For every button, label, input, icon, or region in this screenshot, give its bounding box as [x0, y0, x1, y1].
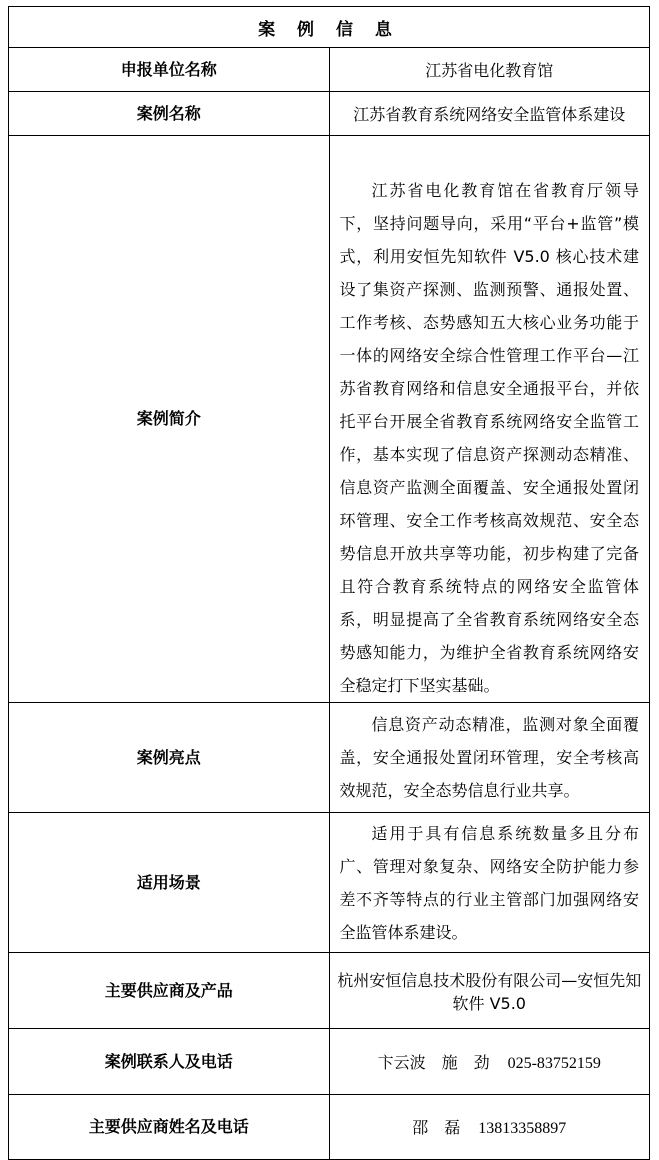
applicant-value: 江苏省电化教育馆 [329, 48, 649, 92]
highlights-label: 案例亮点 [9, 703, 329, 813]
highlights-text: 信息资产动态精准，监测对象全面覆盖，安全通报处置闭环管理，安全考核高效规范，安全态势信息行业共享。 [339, 715, 639, 800]
summary-text: 江苏省电化教育馆在省教育厅领导下，坚持问题导向，采用“平台+监管”模式，利用安恒先知软件 V5.0 核心技术建设了集资产探测、监测预警、通报处置、工作考核、态势感知五大核心业务功能于一体的网络安全综合性管理工作平台—江苏省教育网络和信息安全通报平台，并依托平台开展全省教育系统网络安全监管工作，基本实现了信息资产探测动态精准、信息资产监测全面覆盖、安全通报处置闭环管理、安全工作考核高效规范、安全态势信息开放共享等功能，初步构建了完备且符合教育系统特点的网络安全监管体系，明显提高了全省教育系统网络安全态势感知能力，为维护全省教育系统网络安全稳定打下坚实基础。 [339, 181, 639, 695]
case-contact-phone: 025-83752159 [507, 1055, 601, 1072]
supplier-value: 杭州安恒信息技术股份有限公司—安恒先知软件 V5.0 [329, 953, 649, 1029]
scenarios-text: 适用于具有信息系统数量多且分布广、管理对象复杂、网络安全防护能力参差不齐等特点的行业主管部门加强网络安全监管体系建设。 [339, 823, 639, 942]
case-name-label: 案例名称 [9, 92, 329, 136]
highlights-cell [329, 703, 649, 813]
summary-cell [329, 136, 649, 703]
scenarios-label: 适用场景 [9, 813, 329, 953]
supplier-contact-phone: 13813358897 [478, 1120, 567, 1138]
supplier-contact-label: 主要供应商姓名及电话 [9, 1095, 329, 1159]
supplier-contact-cell [329, 1095, 649, 1159]
supplier-label: 主要供应商及产品 [9, 953, 329, 1029]
case-contact-cell [329, 1029, 649, 1095]
applicant-label: 申报单位名称 [9, 48, 329, 92]
case-name-value: 江苏省教育系统网络安全监管体系建设 [329, 92, 649, 136]
case-contact-label: 案例联系人及电话 [9, 1029, 329, 1095]
scenarios-cell [329, 813, 649, 953]
case-contact-name: 卞云波 施 劲 [377, 1053, 490, 1072]
summary-label: 案例简介 [9, 136, 329, 703]
table-title: 案 例 信 息 [9, 7, 649, 48]
case-info-table [8, 6, 650, 1160]
supplier-contact-name: 邵 磊 [412, 1118, 461, 1138]
